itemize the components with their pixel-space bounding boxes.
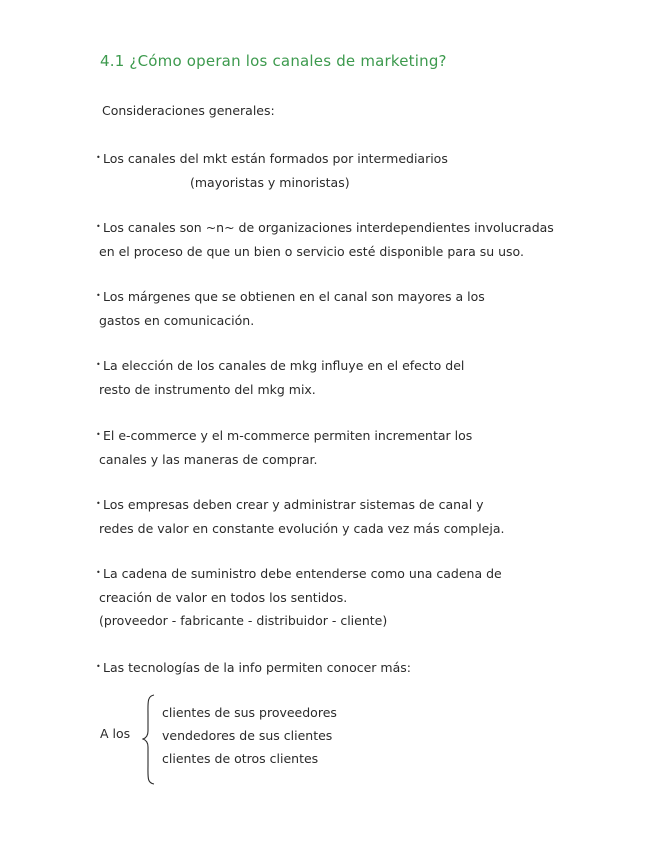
point-1-line-2: (mayoristas y minoristas) (190, 175, 350, 190)
brace-item-1: clientes de sus proveedores (162, 705, 337, 720)
point-2-line-1: • Los canales son ~n~ de organizaciones interdependientes involucradas (103, 217, 554, 239)
point-7-line-3: (proveedor - fabricante - distribuidor - cliente) (99, 613, 388, 628)
point-6-line-2: redes de valor en constante evolución y cada vez más compleja. (99, 521, 505, 536)
section-title: 4.1 ¿Cómo operan los canales de marketing? (100, 52, 447, 70)
subtitle-general-considerations: Consideraciones generales: (102, 103, 275, 118)
point-4-line-2: resto de instrumento del mkg mix. (99, 382, 316, 397)
point-5-line-1: • El e-commerce y el m-commerce permiten incrementar los (103, 425, 472, 447)
brace-group-label: A los (100, 726, 131, 741)
point-1-line-1: • Los canales del mkt están formados por intermediarios (103, 148, 448, 170)
point-3-line-1: • Los márgenes que se obtienen en el canal son mayores a los (103, 286, 485, 308)
point-2-line-2: en el proceso de que un bien o servicio esté disponible para su uso. (99, 244, 524, 259)
brace-item-3: clientes de otros clientes (162, 751, 319, 766)
curly-brace-icon (142, 693, 156, 785)
point-7-line-2: creación de valor en todos los sentidos. (99, 590, 348, 605)
point-8-line-1: • Las tecnologías de la info permiten conocer más: (103, 657, 411, 679)
point-3-line-2: gastos en comunicación. (99, 313, 255, 328)
point-7-line-1: • La cadena de suministro debe entenderse como una cadena de (103, 563, 502, 585)
point-6-line-1: • Los empresas deben crear y administrar sistemas de canal y (103, 494, 484, 516)
point-5-line-2: canales y las maneras de comprar. (99, 452, 318, 467)
brace-item-2: vendedores de sus clientes (162, 728, 333, 743)
point-4-line-1: • La elección de los canales de mkg influye en el efecto del (103, 355, 464, 377)
